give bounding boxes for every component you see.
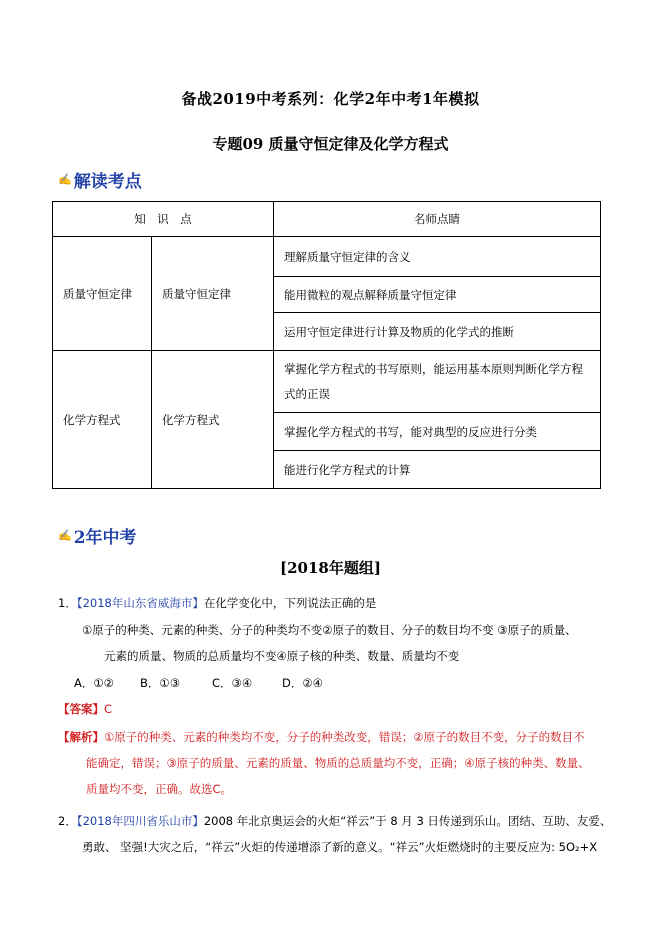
table-tip: 掌握化学方程式的书写原则，能运用基本原则判断化学方程式的正误 xyxy=(274,351,601,413)
table-tip: 理解质量守恒定律的含义 xyxy=(274,237,601,277)
section-title: 2年中考 xyxy=(73,528,137,548)
question-stem: 在化学变化中，下列说法正确的是 xyxy=(203,596,377,610)
option: B．①③ xyxy=(140,676,181,690)
table-category: 质量守恒定律 xyxy=(53,237,152,351)
answer-value: C xyxy=(104,702,113,716)
knowledge-table xyxy=(52,201,601,489)
analysis-tag: 【解析】 xyxy=(58,730,104,744)
question-source: 【2018年四川省乐山市】 xyxy=(76,814,204,828)
answer-line xyxy=(58,696,112,722)
analysis-line xyxy=(58,724,618,750)
table-tip: 能用微粒的观点解释质量守恒定律 xyxy=(274,277,601,313)
analysis-line: 质量均不变，正确。故选C。 xyxy=(86,782,233,796)
answer-tag: 【答案】 xyxy=(58,702,104,716)
topic-title: 专题09 质量守恒定律及化学方程式 xyxy=(212,135,449,153)
option: A．①② xyxy=(74,676,114,690)
analysis-line: 能确定，错误；③原子的质量、元素的质量、物质的总质量均不变，正确；④原子核的种类、数量、 xyxy=(86,756,590,770)
table-tip: 能进行化学方程式的计算 xyxy=(274,451,601,489)
question-number: 2． xyxy=(58,814,77,828)
question-2-stem-line: 勇敢、 坚强!大灾之后，“祥云”火炬的传递增添了新的意义。“祥云”火炬燃烧时的主要反应为: 5O₂+X xyxy=(82,840,598,854)
table-header-tips: 名师点睛 xyxy=(274,202,601,237)
section-title: 解读考点 xyxy=(73,172,142,192)
table-subcategory: 化学方程式 xyxy=(152,351,274,489)
pencil-icon: ✍ xyxy=(58,173,72,186)
table-tip: 运用守恒定律进行计算及物质的化学式的推断 xyxy=(274,313,601,351)
question-1-statement-line: 元素的质量、物质的总质量均不变④原子核的种类、数量、质量均不变 xyxy=(104,649,460,663)
question-stem: 2008 年北京奥运会的火炬“祥云”于 8 月 3 日传递到乐山。团结、互助、友爱、 xyxy=(203,814,612,828)
table-category: 化学方程式 xyxy=(53,351,152,489)
series-title: 备战2019中考系列：化学2年中考1年模拟 xyxy=(181,90,480,108)
table-tip: 掌握化学方程式的书写，能对典型的反应进行分类 xyxy=(274,413,601,451)
section-heading-exam-points xyxy=(58,167,142,192)
section-heading-2-year-exam xyxy=(58,523,137,548)
question-2-stem xyxy=(58,808,628,834)
analysis-text: ①原子的种类、元素的种类均不变，分子的种类改变，错误；②原子的数目不变，分子的数目不 xyxy=(104,730,585,744)
year-group-heading: [2018年题组] xyxy=(280,559,381,577)
table-header-knowledge: 知 识 点 xyxy=(53,202,274,237)
question-1-statement-line: ①原子的种类、元素的种类、分子的种类均不变②原子的数目、分子的数目均不变 ③原子的质量、 xyxy=(82,623,577,637)
question-source: 【2018年山东省威海市】 xyxy=(76,596,204,610)
question-number: 1． xyxy=(58,596,77,610)
question-1-stem xyxy=(58,590,618,616)
option: D．②④ xyxy=(282,676,323,690)
pencil-icon: ✍ xyxy=(58,529,72,542)
option: C．③④ xyxy=(212,676,253,690)
question-1-options xyxy=(74,670,614,696)
table-subcategory: 质量守恒定律 xyxy=(152,237,274,351)
